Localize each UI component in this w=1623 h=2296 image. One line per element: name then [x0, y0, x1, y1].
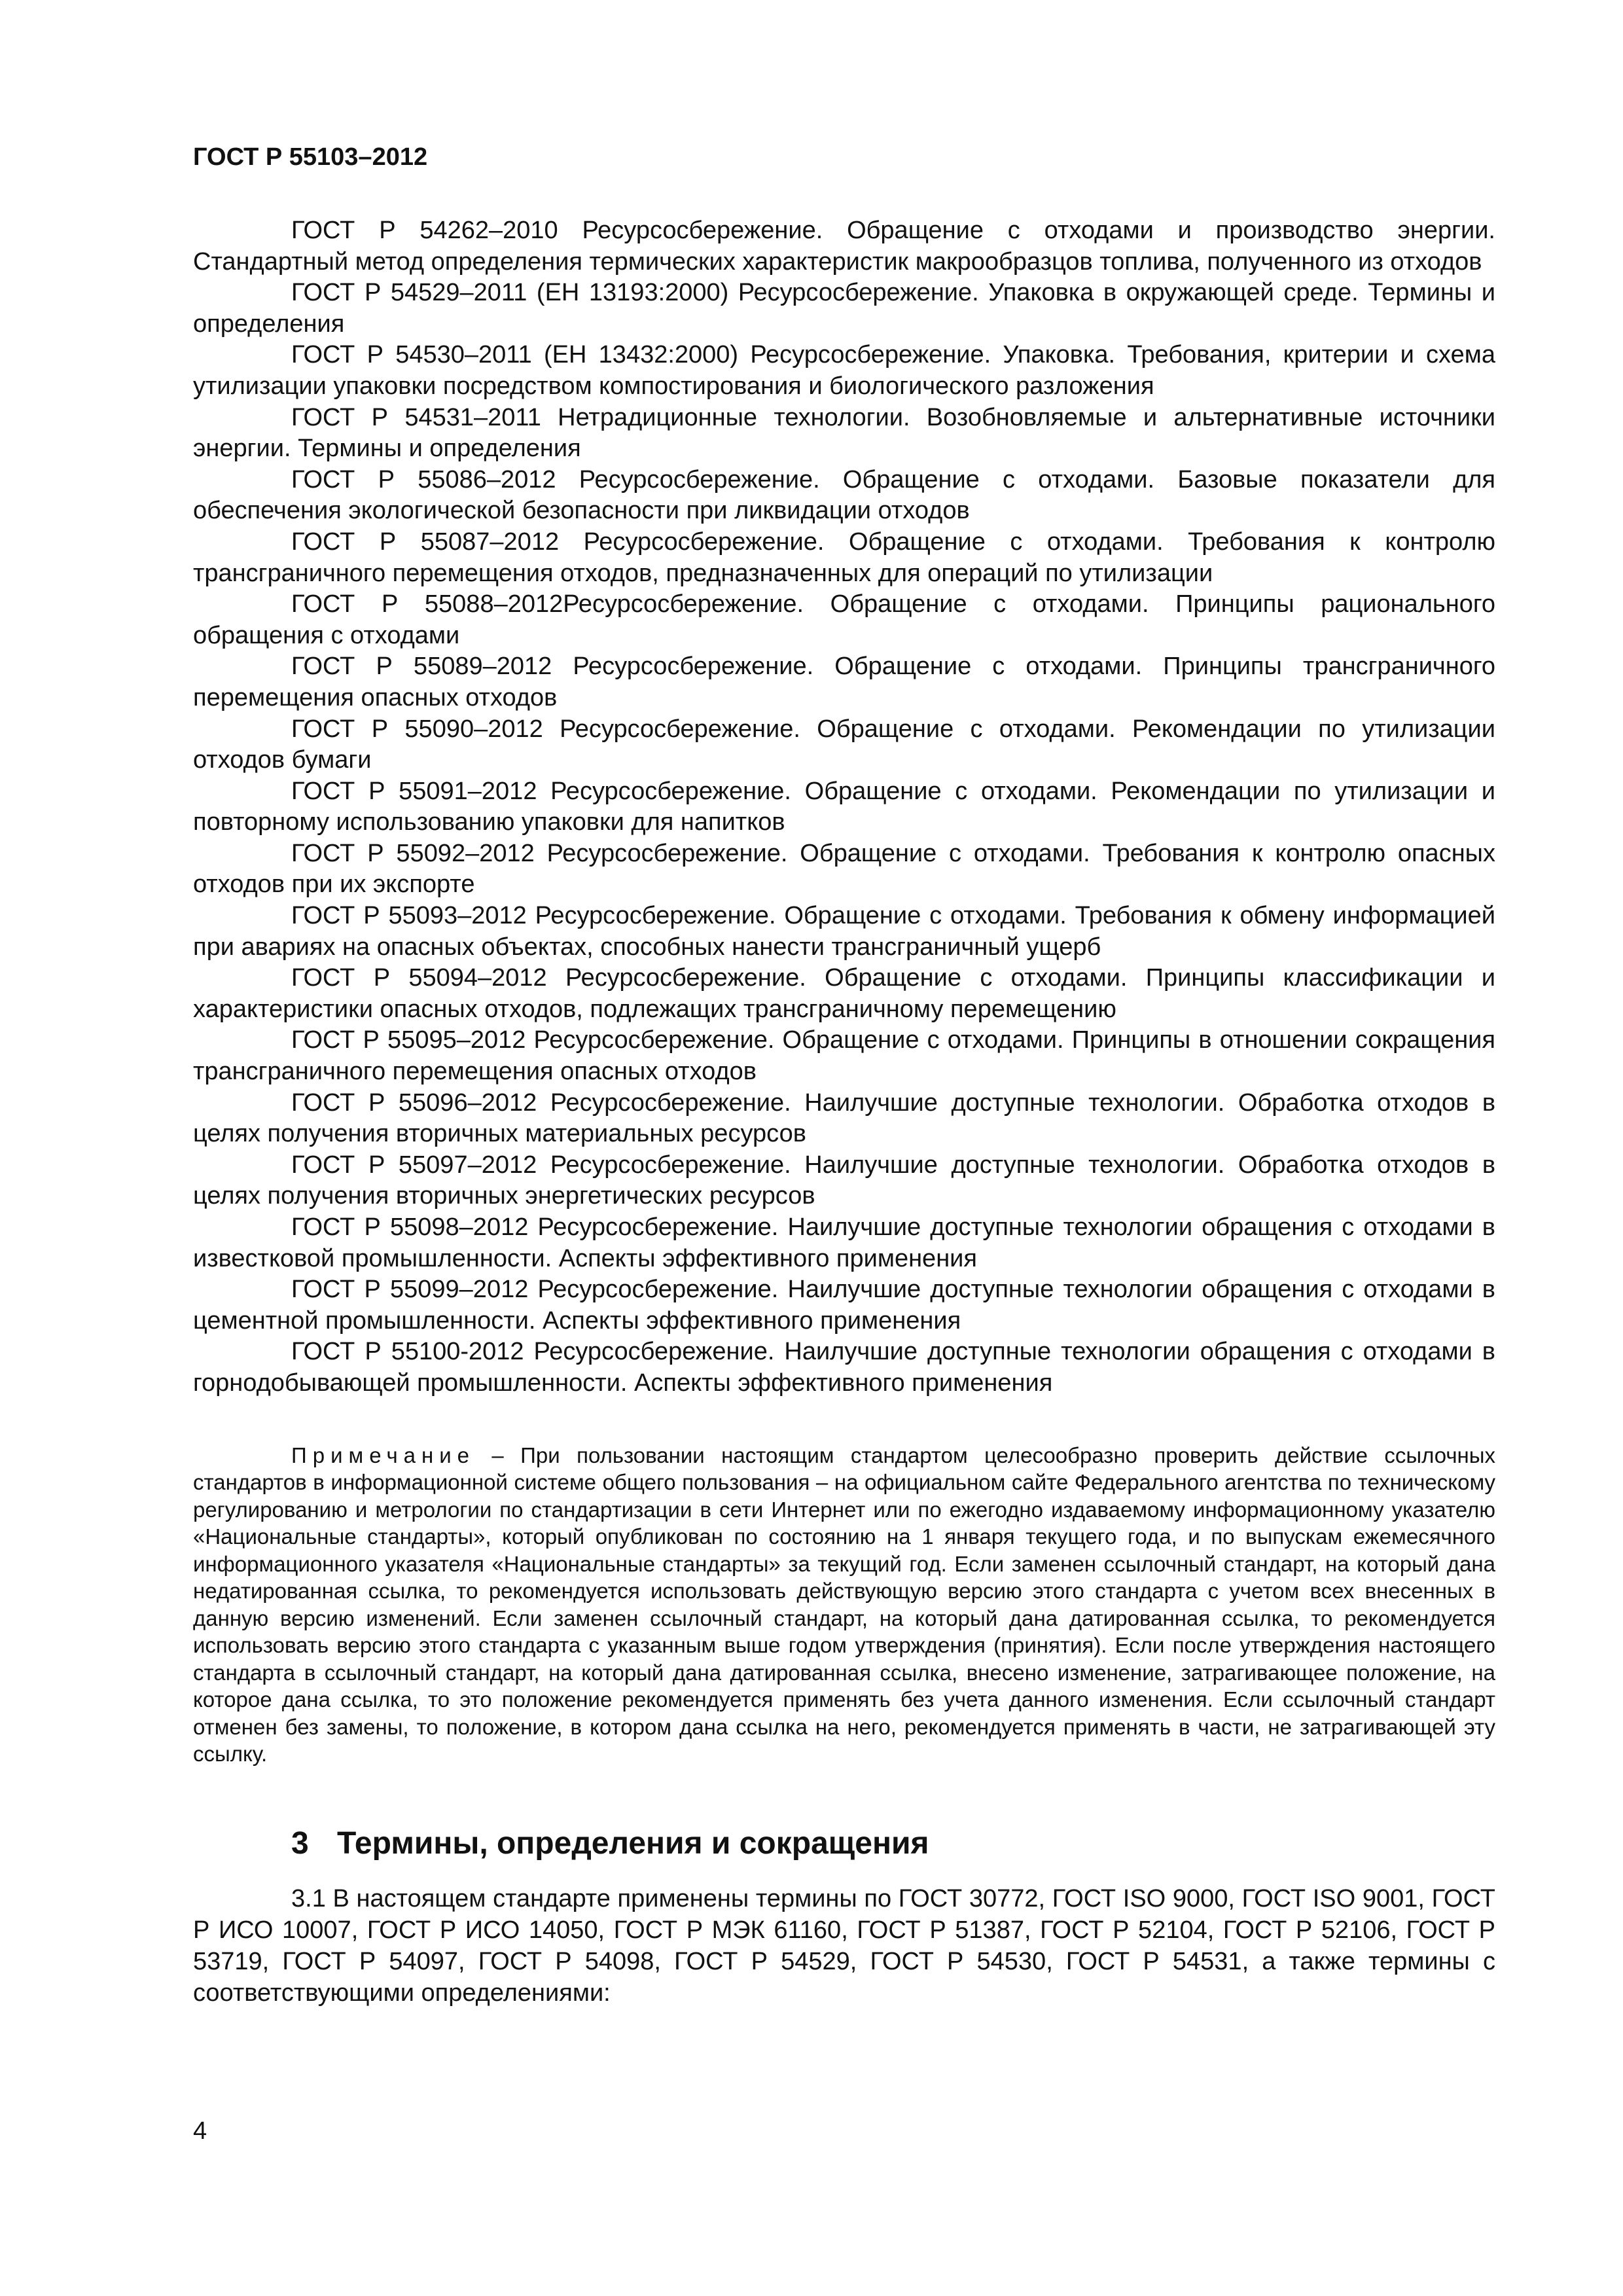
reference-item: ГОСТ Р 55093–2012 Ресурсосбережение. Обращение с отходами. Требования к обмену информацией при авариях на опасных объектах, способных нанести трансграничный ущерб: [193, 902, 1495, 961]
references-list: [193, 215, 1495, 1399]
document-page: [193, 141, 1495, 2009]
section-heading: [193, 1824, 1495, 1863]
reference-item: ГОСТ Р 55096–2012 Ресурсосбережение. Наилучшие доступные технологии. Обработка отходов в целях получения вторичных материальных ресурсов: [193, 1088, 1495, 1148]
reference-item: ГОСТ Р 55098–2012 Ресурсосбережение. Наилучшие доступные технологии обращения с отходами в известковой промышленности. Аспекты эффективного применения: [193, 1213, 1495, 1272]
reference-item: ГОСТ Р 55091–2012 Ресурсосбережение. Обращение с отходами. Рекомендации по утилизации и повторному использованию упаковки для напитков: [193, 777, 1495, 836]
reference-item: ГОСТ Р 55094–2012 Ресурсосбережение. Обращение с отходами. Принципы классификации и характеристики опасных отходов, подлежащих трансграничному перемещению: [193, 964, 1495, 1023]
section-number: 3: [291, 1825, 309, 1861]
reference-item: ГОСТ Р 55100-2012 Ресурсосбережение. Наилучшие доступные технологии обращения с отходами в горнодобывающей промышленности. Аспекты эффективного применения: [193, 1338, 1495, 1397]
reference-item: ГОСТ Р 55088–2012Ресурсосбережение. Обращение с отходами. Принципы рационального обращения с отходами: [193, 590, 1495, 649]
reference-item: ГОСТ Р 55099–2012 Ресурсосбережение. Наилучшие доступные технологии обращения с отходами в цементной промышленности. Аспекты эффективного применения: [193, 1276, 1495, 1335]
reference-item: ГОСТ Р 54530–2011 (ЕН 13432:2000) Ресурсосбережение. Упаковка. Требования, критерии и схема утилизации упаковки посредством компостирования и биологического разложения: [193, 341, 1495, 400]
reference-item: ГОСТ Р 55097–2012 Ресурсосбережение. Наилучшие доступные технологии. Обработка отходов в целях получения вторичных энергетических ресурсов: [193, 1151, 1495, 1210]
reference-item: ГОСТ Р 54529–2011 (ЕН 13193:2000) Ресурсосбережение. Упаковка в окружающей среде. Термины и определения: [193, 279, 1495, 338]
reference-item: ГОСТ Р 55092–2012 Ресурсосбережение. Обращение с отходами. Требования к контролю опасных отходов при их экспорте: [193, 839, 1495, 899]
note-text: – При пользовании настоящим стандартом целесообразно проверить действие ссылочных стандартов в информационной системе общего пользования – на официальном сайте Федерального агентства по техническому регулированию и метрологии по стандартизации в сети Интернет или по ежегодно издаваемому информационному указателю «Национальные стандарты», который опубликован по состоянию на 1 января текущего года, и по выпускам ежемесячного информационного указателя «Национальные стандарты» за текущий год. Если заменен ссылочный стандарт, на который дана недатированная ссылка, то рекомендуется использовать действующую версию этого стандарта с учетом всех внесенных в данную версию изменений. Если заменен ссылочный стандарт, на который дана датированная ссылка, то рекомендуется использовать версию этого стандарта с указанным выше годом утверждения (принятия). Если после утверждения настоящего стандарта в ссылочный стандарт, на который дана датированная ссылка, внесено изменение, затрагивающее положение, на которое дана ссылка, то это положение рекомендуется применять без учета данного изменения. Если ссылочный стандарт отменен без замены, то положение, в котором дана ссылка на него, рекомендуется применять в части, не затрагивающей эту ссылку.: [193, 1443, 1495, 1767]
page-number: 4: [193, 2117, 207, 2145]
running-head: ГОСТ Р 55103–2012: [193, 143, 428, 171]
reference-item: ГОСТ Р 55089–2012 Ресурсосбережение. Обращение с отходами. Принципы трансграничного перемещения опасных отходов: [193, 653, 1495, 711]
section-title: Термины, определения и сокращения: [337, 1825, 929, 1861]
reference-item: ГОСТ Р 54262–2010 Ресурсосбережение. Обращение с отходами и производство энергии. Стандартный метод определения термических характеристик макрообразцов топлива, полученного из отходов: [193, 217, 1495, 276]
reference-item: ГОСТ Р 55086–2012 Ресурсосбережение. Обращение с отходами. Базовые показатели для обеспечения экологической безопасности при ликвидации отходов: [193, 465, 1495, 525]
reference-item: ГОСТ Р 55087–2012 Ресурсосбережение. Обращение с отходами. Требования к контролю трансграничного перемещения отходов, предназначенных для операций по утилизации: [193, 528, 1495, 587]
paragraph-3-1: 3.1 В настоящем стандарте применены термины по ГОСТ 30772, ГОСТ ISO 9000, ГОСТ ISO 9001, ГОСТ Р ИСО 10007, ГОСТ Р ИСО 14050, ГОСТ Р МЭК 61160, ГОСТ Р 51387, ГОСТ Р 52104, ГОСТ Р 52106, ГОСТ Р 53719, ГОСТ Р 54097, ГОСТ Р 54098, ГОСТ Р 54529, ГОСТ Р 54530, ГОСТ Р 54531, а также термины с соответствующими определениями:: [193, 1884, 1495, 2007]
reference-item: ГОСТ Р 55095–2012 Ресурсосбережение. Обращение с отходами. Принципы в отношении сокращения трансграничного перемещения опасных отходов: [193, 1026, 1495, 1086]
reference-item: ГОСТ Р 55090–2012 Ресурсосбережение. Обращение с отходами. Рекомендации по утилизации отходов бумаги: [193, 715, 1495, 774]
note-label: Примечание: [291, 1443, 476, 1467]
note-paragraph: [193, 1442, 1495, 1768]
reference-item: ГОСТ Р 54531–2011 Нетрадиционные технологии. Возобновляемые и альтернативные источники энергии. Термины и определения: [193, 403, 1495, 463]
